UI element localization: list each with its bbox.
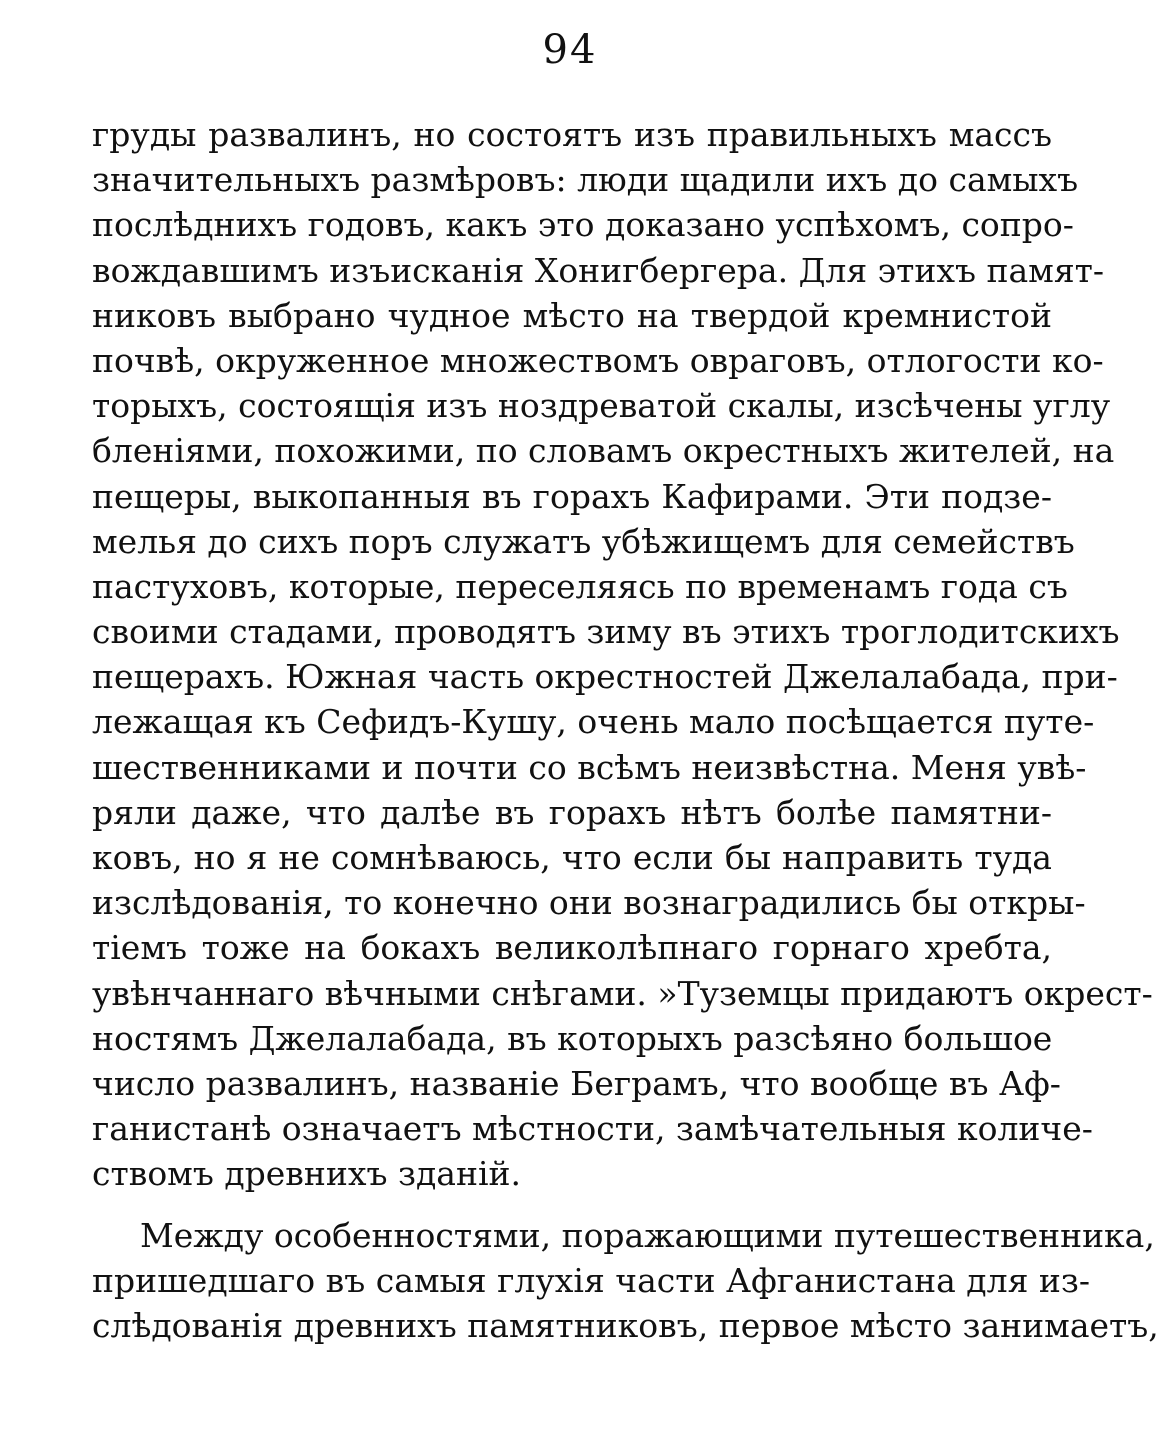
text-line: ряли даже, что далѣе въ горахъ нѣтъ болѣе памятни- xyxy=(92,792,1052,832)
text-line: послѣднихъ годовъ, какъ это доказано успѣхомъ, сопро- xyxy=(92,205,1074,245)
text-line: шественниками и почти со всѣмъ неизвѣстна. Меня увѣ- xyxy=(92,747,1087,787)
text-line: ковъ, но я не сомнѣваюсь, что если бы направить туда xyxy=(92,838,1052,877)
text-line: увѣнчаннаго вѣчными снѣгами. »Туземцы придаютъ окрест- xyxy=(92,973,1153,1013)
text-line: груды развалинъ, но состоятъ изъ правильныхъ массъ xyxy=(92,115,1052,154)
text-line: изслѣдованія, то конечно они вознаградились бы откры- xyxy=(92,883,1086,923)
text-line: слѣдованія древнихъ памятниковъ, первое мѣсто занимаетъ, xyxy=(92,1305,1159,1345)
paragraph-1 xyxy=(92,112,1153,1197)
text-line: ствомъ древнихъ зданій. xyxy=(92,1154,521,1194)
text-line: тіемъ тоже на бокахъ великолѣпнаго горнаго хребта, xyxy=(92,928,1052,968)
text-line: Между особенностями, поражающими путешественника, xyxy=(140,1215,1155,1255)
text-line: лежащая къ Сефидъ-Кушу, очень мало посѣщается путе- xyxy=(92,702,1095,742)
text-line: значительныхъ размѣровъ: люди щадили ихъ до самыхъ xyxy=(92,160,1079,200)
text-line: никовъ выбрано чудное мѣсто на твердой кремнистой xyxy=(92,295,1052,335)
text-line: торыхъ, состоящія изъ ноздреватой скалы, изсѣчены углу xyxy=(92,386,1111,426)
text-line: пещерахъ. Южная часть окрестностей Джелалабада, при- xyxy=(92,657,1118,697)
page-number: 94 xyxy=(542,27,598,73)
text-line: пришедшаго въ самыя глухія части Афганистана для из- xyxy=(92,1260,1091,1300)
text-line: своими стадами, проводятъ зиму въ этихъ троглодитскихъ xyxy=(92,612,1120,652)
text-line: число развалинъ, названіе Беграмъ, что вообще въ Аф- xyxy=(92,1063,1061,1103)
text-line: вождавшимъ изъисканія Хонигбергера. Для этихъ памят- xyxy=(92,250,1105,290)
text-line: бленіями, похожими, по словамъ окрестныхъ жителей, на xyxy=(92,431,1115,471)
text-line: ностямъ Джелалабада, въ которыхъ разсѣяно большое xyxy=(92,1018,1053,1058)
text-line: ганистанѣ означаетъ мѣстности, замѣчательныя количе- xyxy=(92,1109,1093,1149)
text-line: пастуховъ, которые, переселяясь по временамъ года съ xyxy=(92,566,1068,606)
body-text xyxy=(92,112,1159,1348)
text-line: почвѣ, окруженное множествомъ овраговъ, отлогости ко- xyxy=(92,340,1104,380)
text-line: мелья до сихъ поръ служатъ убѣжищемъ для семействъ xyxy=(92,521,1075,561)
text-line: пещеры, выкопанныя въ горахъ Кафирами. Эти подзе- xyxy=(92,476,1052,516)
paragraph-2 xyxy=(92,1213,1159,1349)
